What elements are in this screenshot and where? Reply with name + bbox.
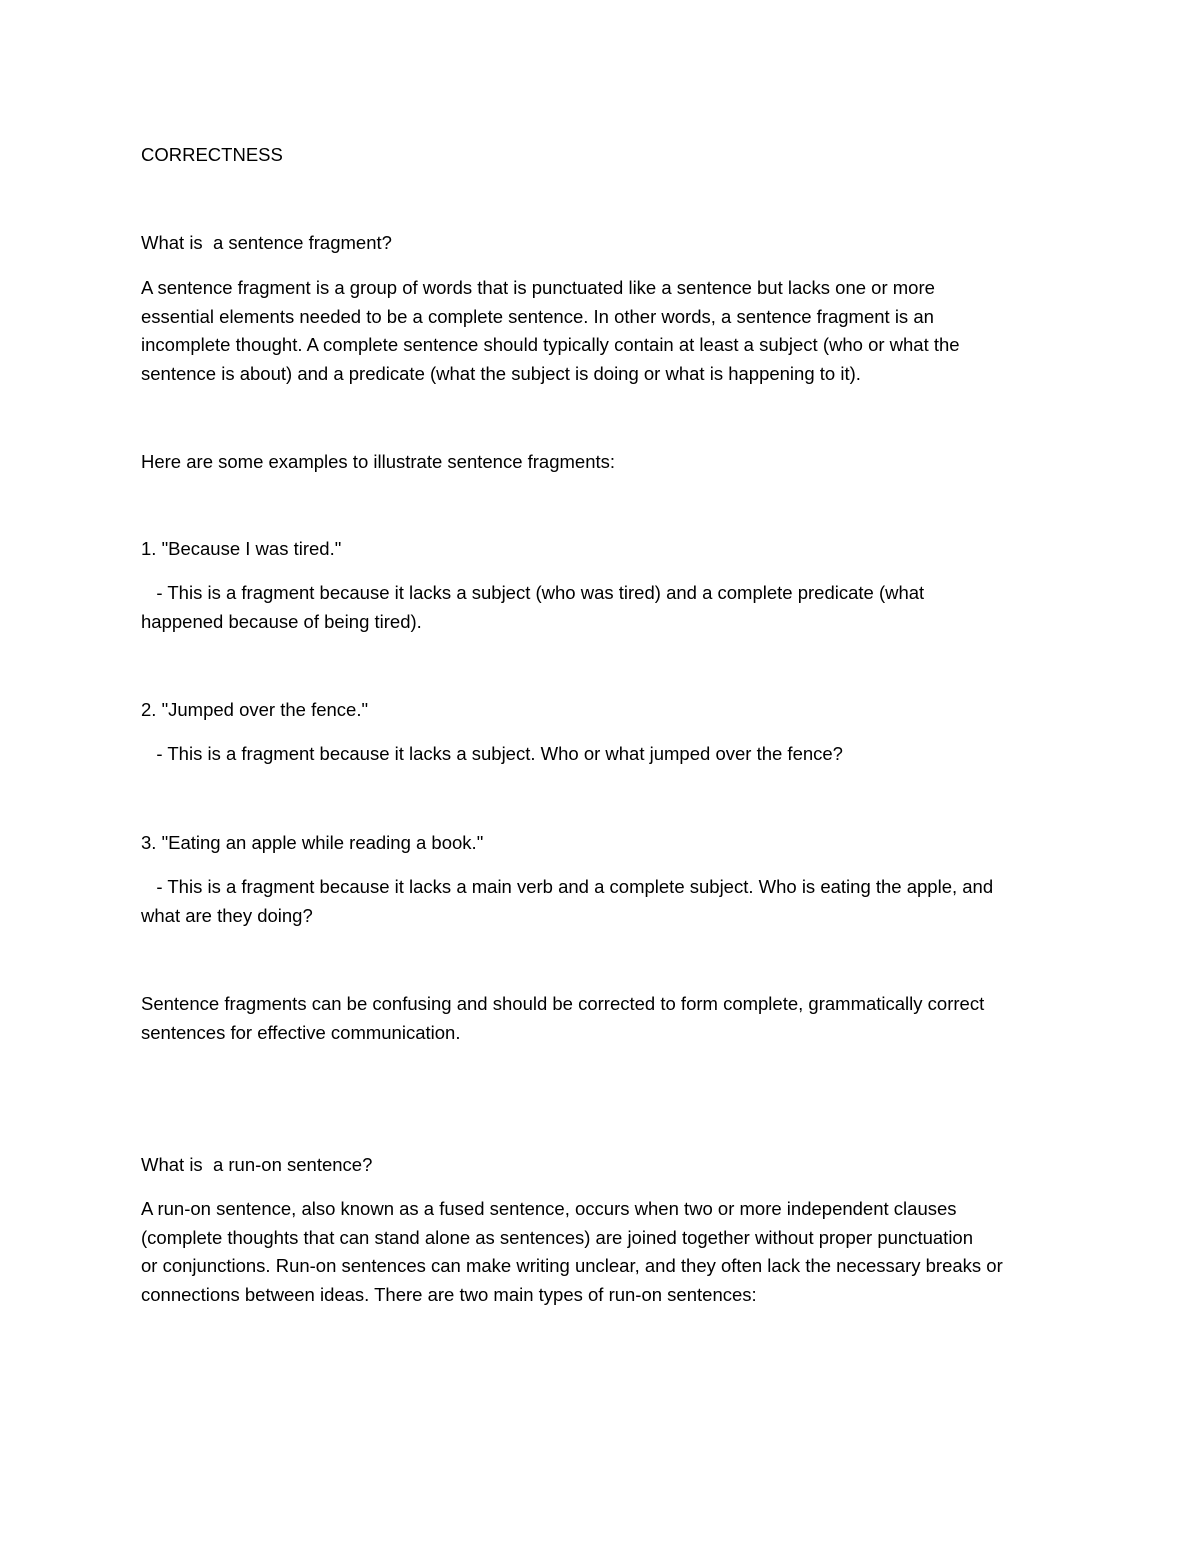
example-1-explanation [141, 579, 1061, 636]
document-title: CORRECTNESS [141, 144, 283, 165]
fragment-definition-paragraph [141, 274, 1061, 388]
fragment-conclusion-line: Sentence fragments can be confusing and should be corrected to form complete, grammatically correct [141, 993, 985, 1014]
example-1-explanation-line: happened because of being tired). [141, 610, 422, 632]
fragment-definition-line: essential elements needed to be a complete sentence. In other words, a sentence fragment is an [141, 305, 934, 327]
fragment-definition-line: A sentence fragment is a group of words that is punctuated like a sentence but lacks one or more [141, 277, 935, 298]
fragment-conclusion-line: sentences for effective communication. [141, 1021, 461, 1043]
example-3-explanation-line: - This is a fragment because it lacks a main verb and a complete subject. Who is eating the apple, and [141, 876, 994, 897]
example-1-explanation-line: - This is a fragment because it lacks a subject (who was tired) and a complete predicate (what [141, 582, 925, 603]
runon-definition-line: or conjunctions. Run-on sentences can make writing unclear, and they often lack the necessary breaks or [141, 1255, 1003, 1276]
example-3-explanation [141, 873, 1061, 930]
example-1: 1. "Because I was tired." [141, 538, 342, 559]
runon-definition-line: (complete thoughts that can stand alone as sentences) are joined together without proper punctuation [141, 1226, 974, 1248]
example-2: 2. "Jumped over the fence." [141, 699, 369, 720]
fragment-definition-line: sentence is about) and a predicate (what the subject is doing or what is happening to it). [141, 362, 861, 384]
fragment-question-heading: What is a sentence fragment? [141, 232, 392, 253]
example-2-explanation [141, 740, 1061, 769]
example-3-explanation-line: what are they doing? [141, 904, 313, 926]
runon-question-heading: What is a run-on sentence? [141, 1154, 373, 1175]
fragment-conclusion-paragraph [141, 990, 1061, 1047]
runon-definition-line: A run-on sentence, also known as a fused sentence, occurs when two or more independent clauses [141, 1198, 957, 1219]
examples-intro: Here are some examples to illustrate sentence fragments: [141, 451, 616, 472]
example-3: 3. "Eating an apple while reading a book." [141, 832, 484, 853]
fragment-definition-line: incomplete thought. A complete sentence should typically contain at least a subject (who or what the [141, 334, 960, 355]
example-2-explanation-line: - This is a fragment because it lacks a subject. Who or what jumped over the fence? [141, 743, 843, 764]
runon-definition-paragraph [141, 1195, 1061, 1309]
runon-definition-line: connections between ideas. There are two main types of run-on sentences: [141, 1283, 757, 1305]
